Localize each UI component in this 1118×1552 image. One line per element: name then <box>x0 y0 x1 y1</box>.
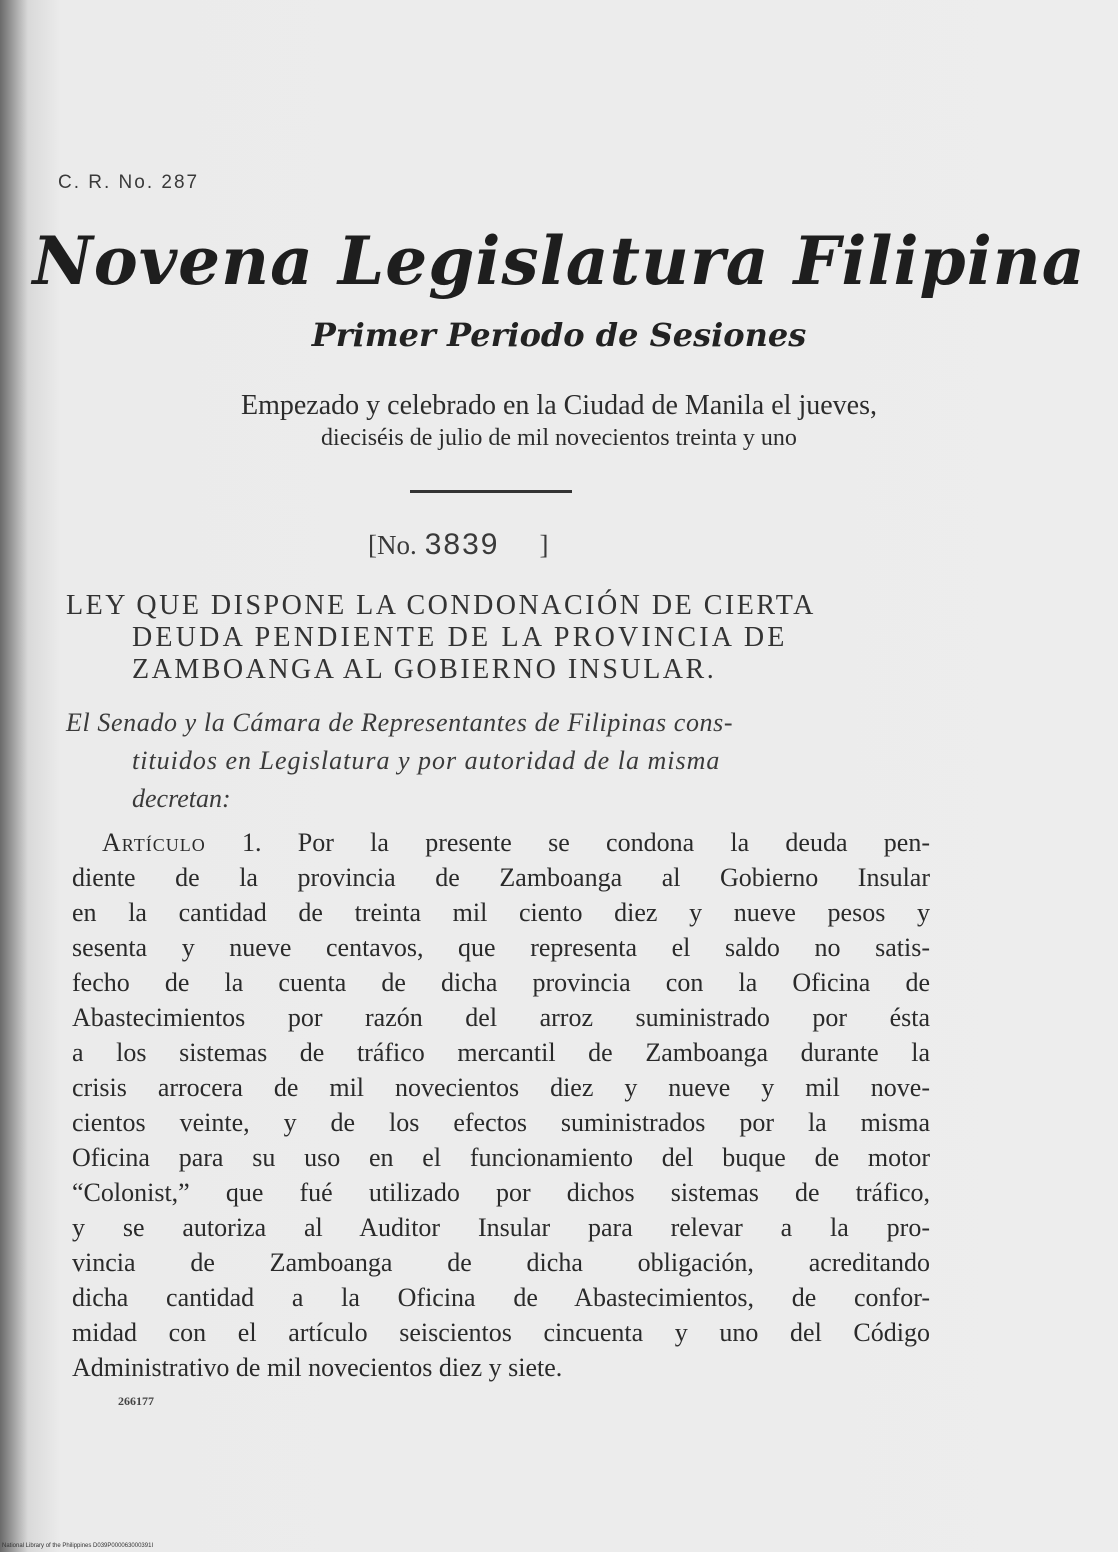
session-subtitle: Primer Periodo de Sesiones <box>311 316 807 354</box>
article-line-text: 1. Por la presente se condona la deuda pen- <box>205 828 930 857</box>
act-number-suffix: ] <box>539 530 549 560</box>
reference-number: C. R. No. 287 <box>58 172 200 193</box>
print-code: 266177 <box>118 1394 154 1408</box>
act-title-line: ZAMBOANGA AL GOBIERNO INSULAR. <box>132 654 717 685</box>
enacting-clause-line: El Senado y la Cámara de Representantes de Filipinas cons- <box>66 708 734 737</box>
act-number-line <box>368 528 549 562</box>
enacting-clause-line: tituidos en Legislatura y por autoridad de la misma <box>132 746 721 775</box>
intro-line-2: dieciséis de julio de mil novecientos treinta y uno <box>321 425 797 451</box>
act-title-line: LEY QUE DISPONE LA CONDONACIÓN DE CIERTA <box>66 590 816 621</box>
article-line: cientos veinte, y de los efectos suministrados por la misma <box>72 1108 930 1137</box>
article-line: Oficina para su uso en el funcionamiento del buque de motor <box>72 1143 930 1172</box>
article-line: y se autoriza al Auditor Insular para relevar a la pro- <box>72 1213 930 1242</box>
act-title-line: DEUDA PENDIENTE DE LA PROVINCIA DE <box>132 622 788 653</box>
legislature-title: Novena Legislatura Filipina <box>32 222 1086 300</box>
article-line <box>102 828 930 858</box>
article-line: a los sistemas de tráfico mercantil de Zamboanga durante la <box>72 1038 930 1067</box>
article-line: Administrativo de mil novecientos diez y siete. <box>72 1353 563 1382</box>
article-line: crisis arrocera de mil novecientos diez y nueve y mil nove- <box>72 1073 930 1102</box>
article-line: Abastecimientos por razón del arroz suministrado por ésta <box>72 1003 930 1032</box>
article-line: en la cantidad de treinta mil ciento diez y nueve pesos y <box>72 898 930 927</box>
article-line: vincia de Zamboanga de dicha obligación, acreditando <box>72 1248 930 1277</box>
article-line: fecho de la cuenta de dicha provincia con la Oficina de <box>72 968 930 997</box>
divider-rule <box>410 490 572 493</box>
article-line: sesenta y nueve centavos, que representa el saldo no satis- <box>72 933 930 962</box>
enacting-clause-line: decretan: <box>132 784 231 813</box>
intro-line-1: Empezado y celebrado en la Ciudad de Manila el jueves, <box>241 390 877 421</box>
act-number: 3839 <box>424 528 500 561</box>
act-number-prefix: [No. <box>368 530 417 560</box>
article-line: dicha cantidad a la Oficina de Abastecimientos, de confor- <box>72 1283 930 1312</box>
article-line: midad con el artículo seiscientos cincuenta y uno del Código <box>72 1318 930 1347</box>
article-label: Artículo <box>102 828 206 857</box>
article-line: diente de la provincia de Zamboanga al Gobierno Insular <box>72 863 930 892</box>
library-credit: National Library of the Philippines D039P000063000391I <box>2 1543 154 1549</box>
article-line: “Colonist,” que fué utilizado por dichos sistemas de tráfico, <box>72 1178 930 1207</box>
